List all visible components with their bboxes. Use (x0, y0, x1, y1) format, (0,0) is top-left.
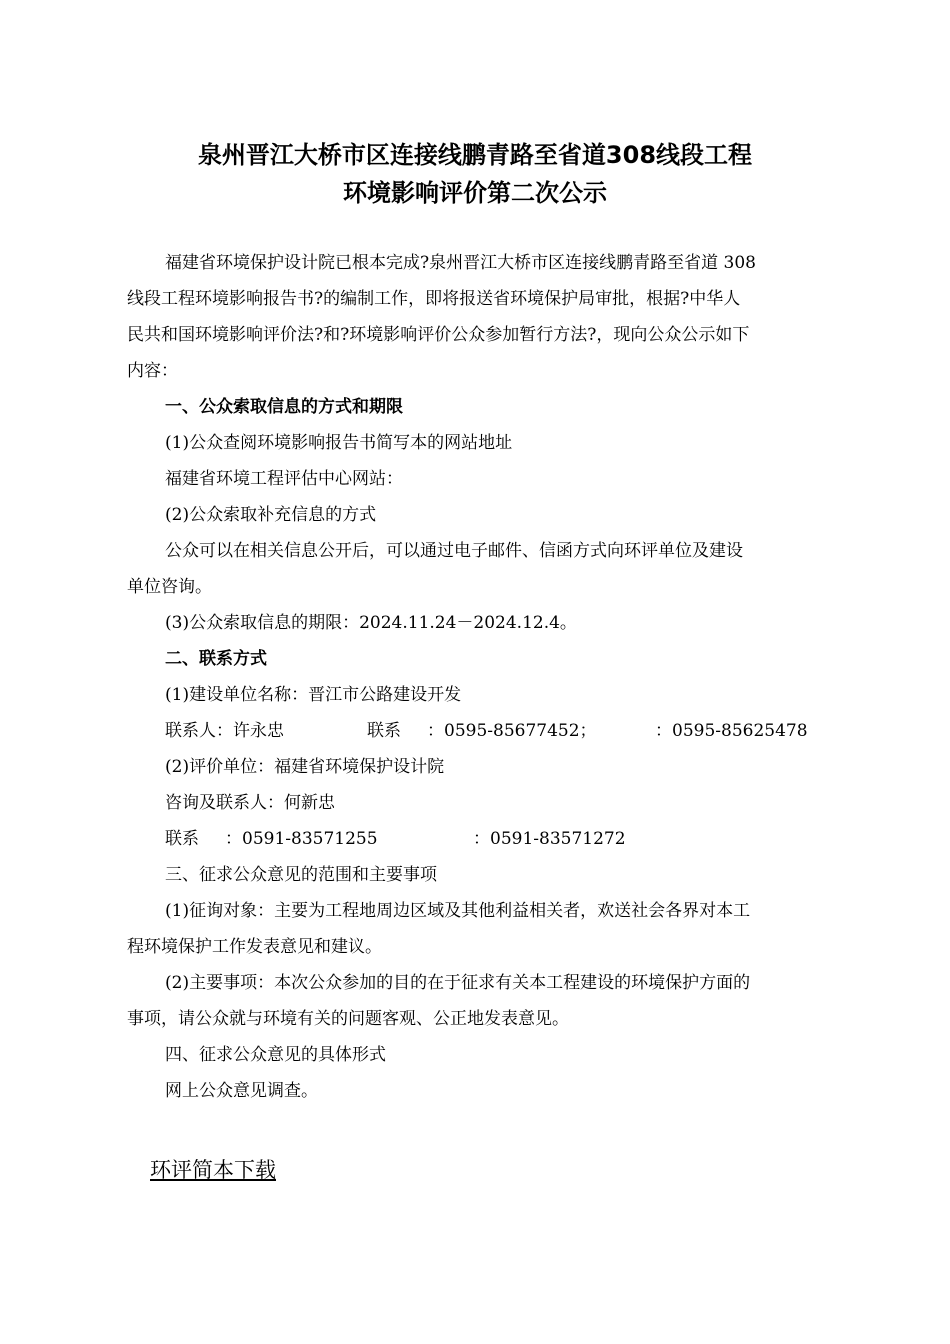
section-heading: 一、公众索取信息的方式和期限 (165, 397, 403, 417)
evaluator-phone-label: 联系 (165, 829, 199, 849)
intro-line: 民共和国环境影响评价法?和?环境影响评价公众参加暂行方法?，现向公众公示如下 (127, 325, 750, 345)
section-heading: 二、联系方式 (165, 649, 267, 669)
builder-name: (1)建设单位名称：晋江市公路建设开发 (165, 685, 462, 705)
evaluator-contact: 咨询及联系人：何新忠 (165, 793, 335, 813)
list-item: (2)主要事项：本次公众参加的目的在于征求有关本工程建设的环境保护方面的 (165, 973, 751, 993)
list-item: (3)公众索取信息的期限：2024.11.24－2024.12.4。 (165, 613, 577, 633)
section-heading: 三、征求公众意见的范围和主要事项 (165, 865, 437, 885)
list-item-detail: 程环境保护工作发表意见和建议。 (127, 937, 382, 957)
page-subtitle: 环境影响评价第二次公示 (343, 179, 607, 207)
download-link[interactable]: 环评简本下载 (150, 1158, 276, 1182)
section-text: 网上公众意见调查。 (165, 1081, 318, 1101)
builder-contact: 联系人：许永忠 (165, 721, 284, 741)
evaluator-phone: ：0591-83571255 (225, 829, 378, 849)
intro-line: 内容： (127, 361, 178, 381)
list-item-detail: 事项，请公众就与环境有关的问题客观、公正地发表意见。 (127, 1009, 569, 1029)
builder-phone: ：0595-85677452； (427, 721, 597, 741)
intro-line: 福建省环境保护设计院已根本完成?泉州晋江大桥市区连接线鹏青路至省道 308 (165, 253, 756, 273)
list-item: (1)公众查阅环境影响报告书简写本的网站地址 (165, 433, 513, 453)
list-item: (2)公众索取补充信息的方式 (165, 505, 377, 525)
evaluator-name: (2)评价单位：福建省环境保护设计院 (165, 757, 445, 777)
list-item-detail: 福建省环境工程评估中心网站： (165, 469, 403, 489)
evaluator-fax: ：0591-83571272 (473, 829, 626, 849)
page-title: 泉州晋江大桥市区连接线鹏青路至省道308线段工程 (197, 141, 753, 169)
list-item-detail: 单位咨询。 (127, 577, 212, 597)
intro-line: 线段工程环境影响报告书?的编制工作，即将报送省环境保护局审批，根据?中华人 (127, 289, 741, 309)
list-item: (1)征询对象：主要为工程地周边区域及其他利益相关者，欢送社会各界对本工 (165, 901, 751, 921)
builder-phone-label: 联系 (367, 721, 401, 741)
builder-fax: ：0595-85625478 (655, 721, 808, 741)
list-item-detail: 公众可以在相关信息公开后，可以通过电子邮件、信函方式向环评单位及建设 (165, 541, 743, 561)
section-heading: 四、征求公众意见的具体形式 (165, 1045, 386, 1065)
